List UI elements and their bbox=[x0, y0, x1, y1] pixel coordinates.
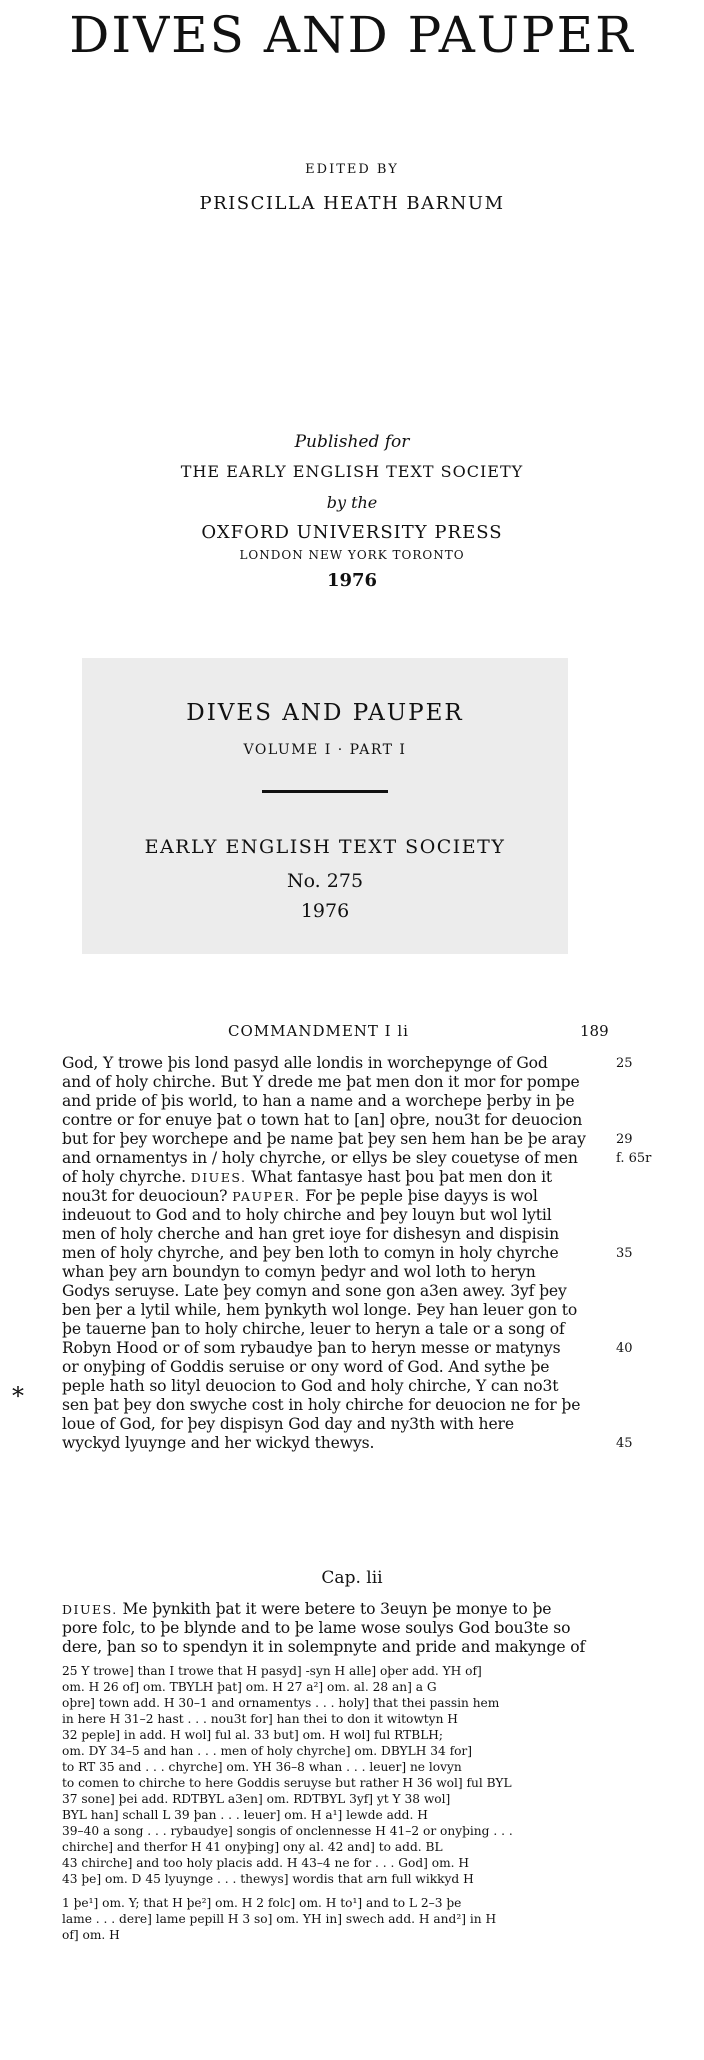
footnote-line: oþre] town add. H 30–1 and ornamentys . . . holy] that thei passin hem bbox=[62, 1696, 500, 1710]
margin-folio: f. 65r bbox=[616, 1151, 652, 1166]
text-line: and pride of þis world, to han a name and a worchepe þerby in þe bbox=[62, 1092, 575, 1110]
published-for-label: Published for bbox=[294, 432, 410, 452]
text-line: and ornamentys in / holy chyrche, or ellys be sley couetyse of men bbox=[62, 1149, 578, 1167]
footnote-line: om. DY 34–5 and han . . . men of holy chyrche] om. DBYLH 34 for] bbox=[62, 1744, 473, 1758]
footnote-line: 39–40 a song . . . rybaudye] songis of onclennesse H 41–2 or onyþing . . . bbox=[62, 1824, 513, 1838]
text-line: Godys seruyse. Late þey comyn and sone gon a3en awey. 3yf þey bbox=[62, 1282, 567, 1300]
by-the-label: by the bbox=[326, 493, 378, 512]
speaker-dives: DIUES. bbox=[190, 1170, 247, 1185]
margin-line-number: 45 bbox=[616, 1436, 633, 1451]
footnote-line: in here H 31–2 hast . . . nou3t for] han thei to don it witowtyn H bbox=[62, 1712, 458, 1726]
edited-by-label: EDITED BY bbox=[305, 162, 399, 177]
card-year: 1976 bbox=[300, 900, 350, 922]
card-volume: VOLUME I · PART I bbox=[243, 742, 407, 758]
running-head: COMMANDMENT I li bbox=[228, 1022, 409, 1040]
footnote-line: 1 þe¹] om. Y; that H þe²] om. H 2 folc] om. H to¹] and to L 2–3 þe bbox=[62, 1896, 462, 1910]
text-line: God, Y trowe þis lond pasyd alle londis in worchepynge of God bbox=[62, 1054, 548, 1072]
text-line: sen þat þey don swyche cost in holy chirche for deuocion ne for þe bbox=[62, 1396, 581, 1414]
text-line: þe tauerne þan to holy chirche, leuer to heryn a tale or a song of bbox=[62, 1320, 565, 1338]
text-segment: Me þynkith þat it were betere to 3euyn þe monye to þe bbox=[122, 1600, 552, 1618]
card-title: DIVES AND PAUPER bbox=[186, 700, 464, 726]
text-line: peple hath so lityl deuocion to God and holy chirche, Y can no3t bbox=[62, 1377, 559, 1395]
text-line: wyckyd lyuynge and her wickyd thewys. bbox=[62, 1434, 375, 1452]
text-segment: nou3t for deuocioun? bbox=[62, 1187, 228, 1205]
society-name: THE EARLY ENGLISH TEXT SOCIETY bbox=[180, 462, 524, 481]
asterisk-mark: * bbox=[12, 1382, 24, 1410]
text-line bbox=[62, 1187, 607, 1206]
text-line bbox=[62, 1600, 607, 1619]
margin-line-number: 40 bbox=[616, 1341, 633, 1356]
text-line: and of holy chirche. But Y drede me þat men don it mor for pompe bbox=[62, 1073, 580, 1091]
text-line: dere, þan so to spendyn it in solempnyte and pride and makynge of bbox=[62, 1638, 586, 1656]
footnote-line: lame . . . dere] lame pepill H 3 so] om. YH in] swech add. H and²] in H bbox=[62, 1912, 497, 1926]
footnote-line: of] om. H bbox=[62, 1928, 120, 1942]
footnote-line: 37 sone] þei add. RDTBYL a3en] om. RDTBYL 3yf] yt Y 38 wol] bbox=[62, 1792, 451, 1806]
text-line: whan þey arn boundyn to comyn þedyr and wol loth to heryn bbox=[62, 1263, 536, 1281]
text-line: contre or for enuye þat o town hat to [an] oþre, nou3t for deuocion bbox=[62, 1111, 583, 1129]
text-line: men of holy chyrche, and þey ben loth to comyn in holy chyrche bbox=[62, 1244, 559, 1262]
margin-line-number: 35 bbox=[616, 1246, 633, 1261]
text-line: pore folc, to þe blynde and to þe lame wose soulys God bou3te so bbox=[62, 1619, 571, 1637]
speaker-dives: DIUES. bbox=[62, 1602, 118, 1617]
footnote-line: 25 Y trowe] than I trowe that H pasyd] -syn H alle] oþer add. YH of] bbox=[62, 1664, 482, 1678]
chapter-heading: Cap. lii bbox=[321, 1568, 383, 1588]
margin-line-number: 29 bbox=[616, 1132, 633, 1147]
text-line: or onyþing of Goddis seruise or ony word of God. And sythe þe bbox=[62, 1358, 550, 1376]
text-segment: What fantasye hast þou þat men don it bbox=[251, 1168, 553, 1186]
footnote-line: om. H 26 of] om. TBYLH þat] om. H 27 a²] om. al. 28 an] a G bbox=[62, 1680, 437, 1694]
footnote-line: to comen to chirche to here Goddis seruyse but rather H 36 wol] ful BYL bbox=[62, 1776, 512, 1790]
series-card bbox=[82, 658, 568, 954]
editor-name: PRISCILLA HEATH BARNUM bbox=[199, 193, 505, 214]
footnote-line: chirche] and therfor H 41 onyþing] ony al. 42 and] to add. BL bbox=[62, 1840, 443, 1854]
footnote-line: 43 þe] om. D 45 lyuynge . . . thewys] wordis that arn full wikkyd H bbox=[62, 1872, 474, 1886]
speaker-pauper: PAUPER. bbox=[232, 1189, 301, 1204]
margin-line-number: 25 bbox=[616, 1056, 633, 1071]
publisher-name: OXFORD UNIVERSITY PRESS bbox=[201, 522, 503, 543]
text-line: ben þer a lytil while, hem þynkyth wol longe. Þey han leuer gon to bbox=[62, 1301, 578, 1319]
text-line: but for þey worchepe and þe name þat þey sen hem han be þe aray bbox=[62, 1130, 586, 1148]
footnote-line: 43 chirche] and too holy placis add. H 43–4 ne for . . . God] om. H bbox=[62, 1856, 470, 1870]
footnote-line: 32 peple] in add. H wol] ful al. 33 but] om. H wol] ful RTBLH; bbox=[62, 1728, 444, 1742]
text-segment: of holy chyrche. bbox=[62, 1168, 186, 1186]
card-society: EARLY ENGLISH TEXT SOCIETY bbox=[144, 836, 506, 858]
text-line bbox=[62, 1168, 607, 1187]
book-title: DIVES AND PAUPER bbox=[69, 6, 635, 64]
publisher-cities: LONDON NEW YORK TORONTO bbox=[239, 548, 465, 562]
card-divider bbox=[262, 790, 388, 793]
text-line: Robyn Hood or of som rybaudye þan to heryn messe or matynys bbox=[62, 1339, 561, 1357]
text-segment: For þe peple þise dayys is wol bbox=[305, 1187, 538, 1205]
card-number: No. 275 bbox=[286, 870, 364, 892]
text-line: loue of God, for þey dispisyn God day and ny3th with here bbox=[62, 1415, 514, 1433]
publication-year: 1976 bbox=[326, 570, 378, 591]
page-number: 189 bbox=[580, 1022, 609, 1040]
footnote-line: BYL han] schall L 39 þan . . . leuer] om. H a¹] lewde add. H bbox=[62, 1808, 428, 1822]
text-line: men of holy cherche and han gret ioye for dishesyn and dispisin bbox=[62, 1225, 560, 1243]
text-line: indeuout to God and to holy chirche and þey louyn but wol lytil bbox=[62, 1206, 552, 1224]
footnote-line: to RT 35 and . . . chyrche] om. YH 36–8 whan . . . leuer] ne lovyn bbox=[62, 1760, 462, 1774]
